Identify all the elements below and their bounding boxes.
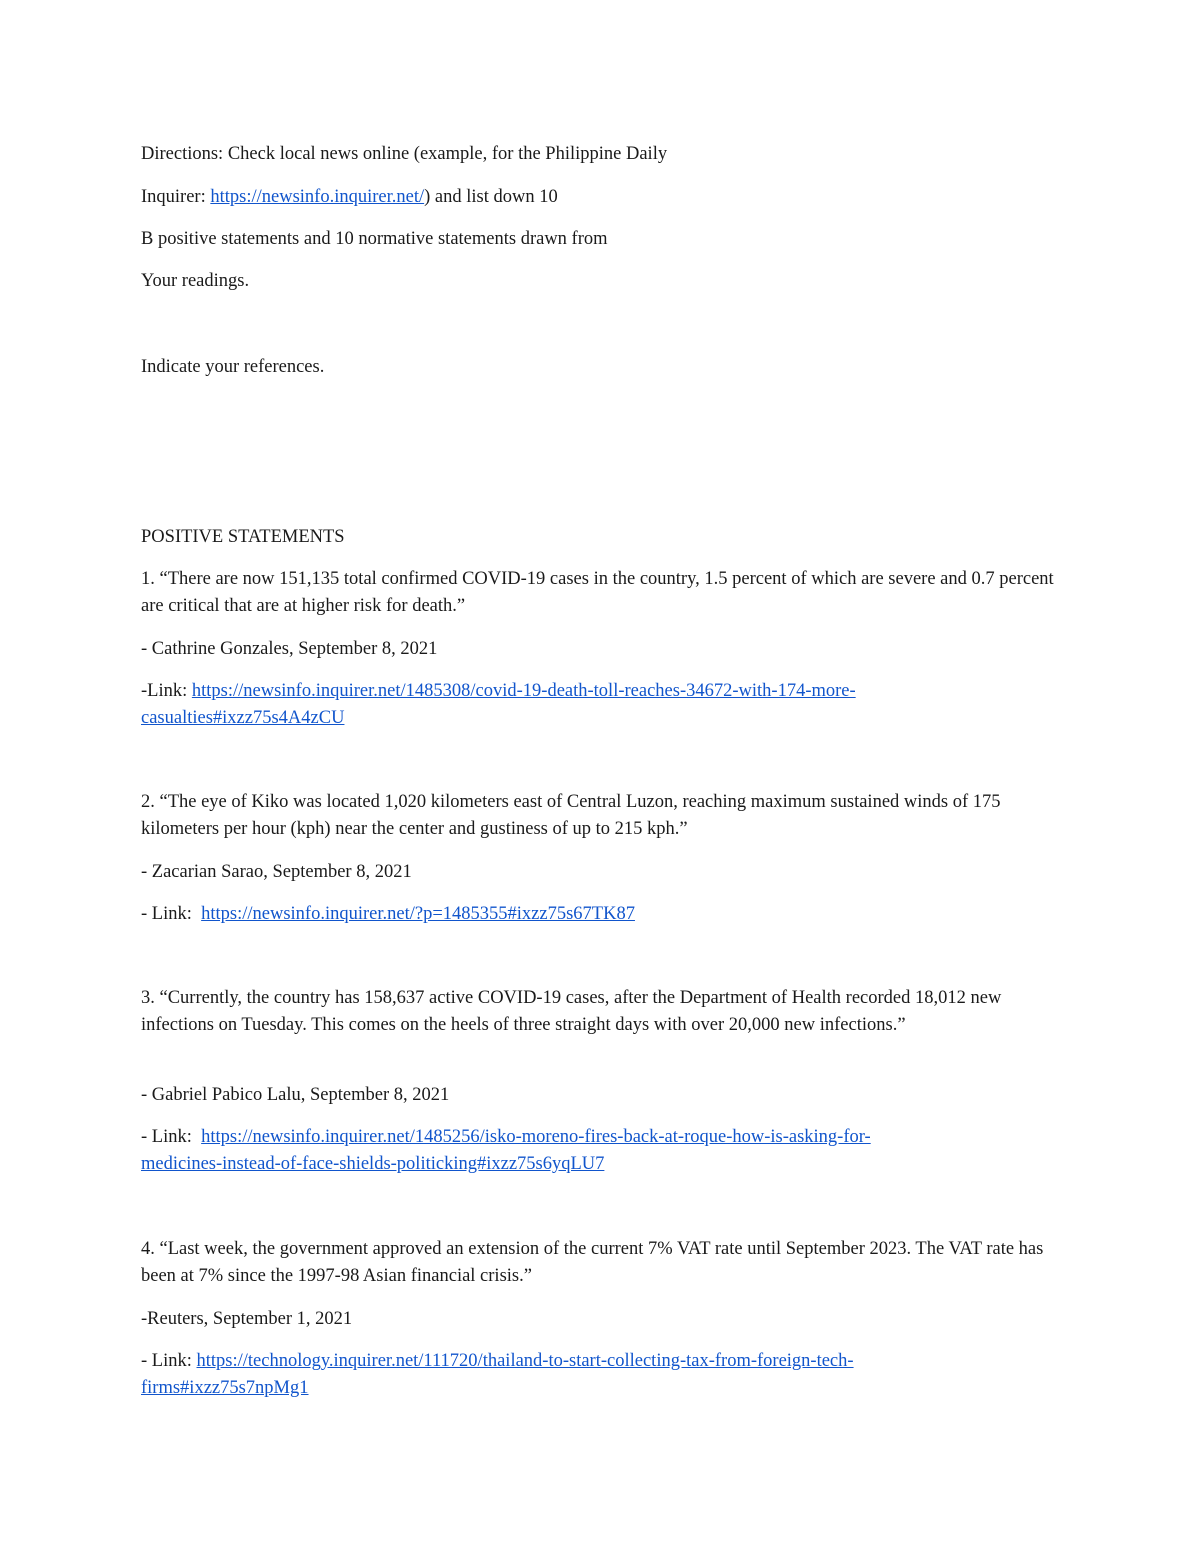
statement-2-link-row (141, 901, 1041, 928)
directions-line-1: Directions: Check local news online (example, for the Philippine Daily (141, 144, 668, 164)
directions-line-4: Your readings. (141, 271, 250, 291)
statement-3-link-part-2[interactable]: medicines-instead-of-face-shields-politicking#ixzz75s6yqLU7 (141, 1154, 605, 1174)
directions-line-3: B positive statements and 10 normative statements drawn from (141, 229, 608, 249)
statement-1-link-part-1[interactable]: https://newsinfo.inquirer.net/1485308/covid-19-death-toll-reaches-34672-with-174-more- (191, 681, 856, 701)
directions-line-2 (141, 184, 558, 210)
statement-1-author: - Cathrine Gonzales, September 8, 2021 (141, 639, 438, 659)
statement-1-link-row (141, 678, 1041, 732)
statement-4-text: 4. “Last week, the government approved an extension of the current 7% VAT rate until September 2023. The VAT rate has been at 7% since the 1997-98 Asian financial crisis.” (141, 1239, 1044, 1286)
statement-4-author: -Reuters, September 1, 2021 (141, 1309, 353, 1329)
directions-line-2-suffix: ) and list down 10 (424, 187, 558, 207)
statement-3-link-row (141, 1124, 1041, 1178)
statement-4-link-part-2[interactable]: firms#ixzz75s7npMg1 (141, 1378, 309, 1398)
statement-2-link[interactable]: https://newsinfo.inquirer.net/?p=1485355#ixzz75s67TK87 (201, 904, 635, 924)
statement-1-link-label: -Link: (141, 681, 192, 701)
statement-1-link-part-2[interactable]: casualties#ixzz75s4A4zCU (141, 708, 345, 728)
statement-3-link-part-1[interactable]: https://newsinfo.inquirer.net/1485256/isko-moreno-fires-back-at-roque-how-is-asking-for- (201, 1127, 871, 1147)
section-title: POSITIVE STATEMENTS (141, 527, 345, 547)
statement-3-link-label: - Link: (141, 1127, 202, 1147)
statement-2-link-label: - Link: (141, 904, 202, 924)
statement-4-link-label: - Link: (141, 1351, 197, 1371)
statement-4-link-row (141, 1348, 1041, 1402)
directions-line-2-prefix: Inquirer: (141, 187, 211, 207)
references-instruction: Indicate your references. (141, 357, 325, 377)
statement-2-author: - Zacarian Sarao, September 8, 2021 (141, 862, 412, 882)
statement-1-text: 1. “There are now 151,135 total confirmed COVID-19 cases in the country, 1.5 percent of which are severe and 0.7 percent are critical that are at higher risk for death.” (141, 569, 1054, 616)
statement-4-link-part-1[interactable]: https://technology.inquirer.net/111720/thailand-to-start-collecting-tax-from-foreign-tech- (196, 1351, 854, 1371)
statement-3-text: 3. “Currently, the country has 158,637 active COVID-19 cases, after the Department of Health recorded 18,012 new infections on Tuesday. This comes on the heels of three straight days with over 20,000 new infections.” (141, 988, 1002, 1035)
statement-3-author: - Gabriel Pabico Lalu, September 8, 2021 (141, 1085, 450, 1105)
statement-2-text: 2. “The eye of Kiko was located 1,020 kilometers east of Central Luzon, reaching maximum sustained winds of 175 kilometers per hour (kph) near the center and gustiness of up to 215 kph.” (141, 792, 1001, 839)
inquirer-link[interactable]: https://newsinfo.inquirer.net/ (210, 187, 425, 207)
